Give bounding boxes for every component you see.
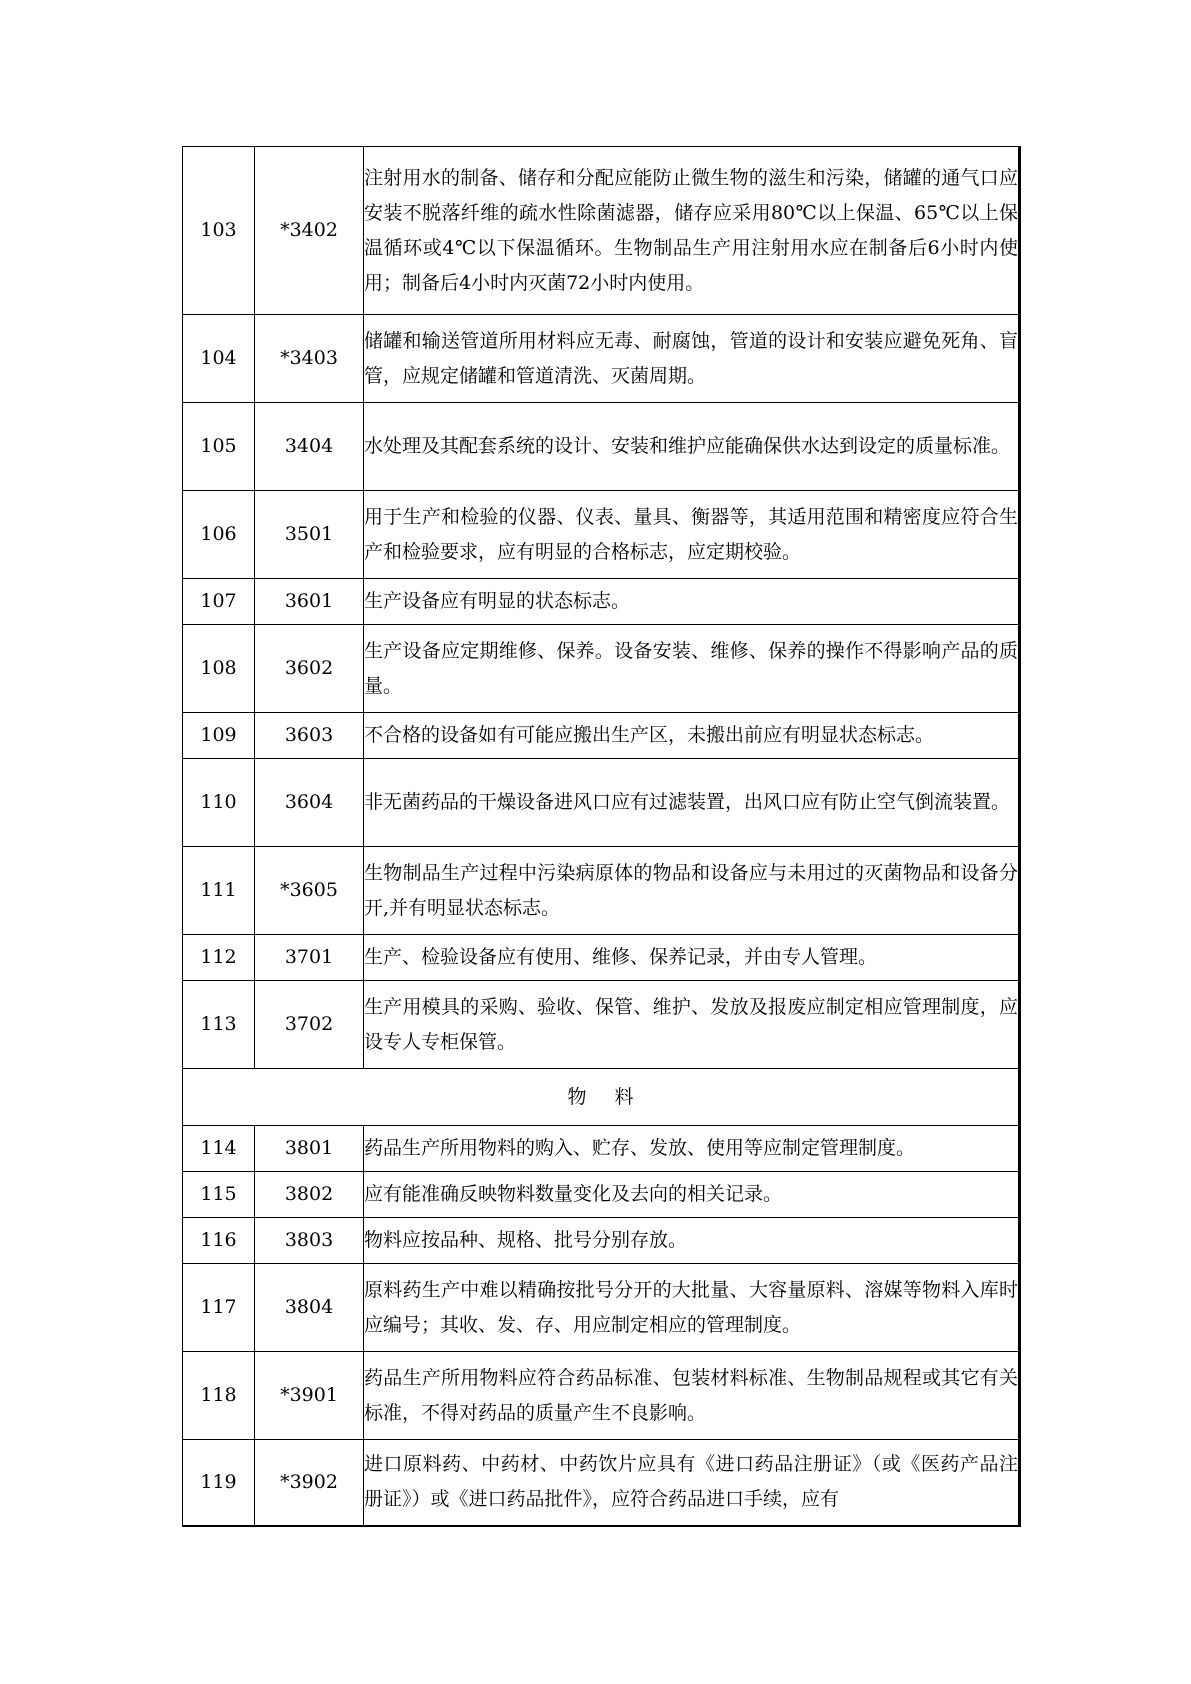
item-number: 118 [183,1352,255,1440]
clause-text: 原料药生产中难以精确按批号分开的大批量、大容量原料、溶媒等物料入库时应编号；其收、发、存、用应制定相应的管理制度。 [364,1264,1020,1352]
item-number: 108 [183,625,255,713]
item-number: 113 [183,981,255,1069]
clause-text: 进口原料药、中药材、中药饮片应具有《进口药品注册证》（或《医药产品注册证》）或《进口药品批件》，应符合药品进口手续，应有 [364,1440,1020,1526]
clause-code: 3802 [255,1172,364,1218]
clause-text: 用于生产和检验的仪器、仪表、量具、衡器等，其适用范围和精密度应符合生产和检验要求，应有明显的合格标志，应定期校验。 [364,491,1020,579]
item-number: 111 [183,847,255,935]
clause-code: 3803 [255,1218,364,1264]
item-number: 109 [183,713,255,759]
clause-code: *3402 [255,147,364,315]
table-row [183,1172,1020,1218]
item-number: 104 [183,315,255,403]
item-number: 110 [183,759,255,847]
clause-code: 3603 [255,713,364,759]
clause-text: 生产、检验设备应有使用、维修、保养记录，并由专人管理。 [364,935,1020,981]
table-row [183,935,1020,981]
item-number: 117 [183,1264,255,1352]
clause-text: 生产设备应有明显的状态标志。 [364,579,1020,625]
clause-code: 3804 [255,1264,364,1352]
item-number: 107 [183,579,255,625]
clause-code: 3601 [255,579,364,625]
clause-code: *3901 [255,1352,364,1440]
clause-code: 3602 [255,625,364,713]
clause-code: 3404 [255,403,364,491]
clause-text: 生产设备应定期维修、保养。设备安装、维修、保养的操作不得影响产品的质量。 [364,625,1020,713]
section-heading-cell [183,1069,1020,1126]
table-row [183,491,1020,579]
clause-code: 3501 [255,491,364,579]
section-heading-row [183,1069,1020,1126]
item-number: 105 [183,403,255,491]
table-row [183,847,1020,935]
clause-text: 不合格的设备如有可能应搬出生产区，未搬出前应有明显状态标志。 [364,713,1020,759]
table-row [183,625,1020,713]
clause-text: 注射用水的制备、储存和分配应能防止微生物的滋生和污染，储罐的通气口应安装不脱落纤维的疏水性除菌滤器，储存应采用80℃以上保温、65℃以上保温循环或4℃以下保温循环。生物制品生产用注射用水应在制备后6小时内使用；制备后4小时内灭菌72小时内使用。 [364,147,1020,315]
clause-text: 非无菌药品的干燥设备进风口应有过滤装置，出风口应有防止空气倒流装置。 [364,759,1020,847]
table-row [183,1264,1020,1352]
table-row [183,759,1020,847]
table-row [183,315,1020,403]
clause-code: *3902 [255,1440,364,1526]
item-number: 103 [183,147,255,315]
clause-code: 3702 [255,981,364,1069]
section-title: 物料 [567,1085,662,1108]
clause-text: 物料应按品种、规格、批号分别存放。 [364,1218,1020,1264]
clause-code: *3605 [255,847,364,935]
clause-code: 3701 [255,935,364,981]
item-number: 119 [183,1440,255,1526]
clause-code: 3801 [255,1126,364,1172]
item-number: 114 [183,1126,255,1172]
inspection-items-table [182,146,1021,1527]
table-row [183,713,1020,759]
item-number: 106 [183,491,255,579]
item-number: 115 [183,1172,255,1218]
table-row [183,1218,1020,1264]
clause-text: 药品生产所用物料应符合药品标准、包装材料标准、生物制品规程或其它有关标准，不得对药品的质量产生不良影响。 [364,1352,1020,1440]
item-number: 112 [183,935,255,981]
table-row [183,1352,1020,1440]
table-row [183,1440,1020,1526]
clause-code: *3403 [255,315,364,403]
clause-text: 应有能准确反映物料数量变化及去向的相关记录。 [364,1172,1020,1218]
table-row [183,1126,1020,1172]
table-row [183,147,1020,315]
clause-text: 生产用模具的采购、验收、保管、维护、发放及报废应制定相应管理制度，应设专人专柜保管。 [364,981,1020,1069]
clause-text: 水处理及其配套系统的设计、安装和维护应能确保供水达到设定的质量标准。 [364,403,1020,491]
table-row [183,403,1020,491]
table-row [183,579,1020,625]
clause-text: 生物制品生产过程中污染病原体的物品和设备应与未用过的灭菌物品和设备分开,并有明显状态标志。 [364,847,1020,935]
clause-code: 3604 [255,759,364,847]
item-number: 116 [183,1218,255,1264]
clause-text: 储罐和输送管道所用材料应无毒、耐腐蚀，管道的设计和安装应避免死角、盲管，应规定储罐和管道清洗、灭菌周期。 [364,315,1020,403]
table-row [183,981,1020,1069]
clause-text: 药品生产所用物料的购入、贮存、发放、使用等应制定管理制度。 [364,1126,1020,1172]
